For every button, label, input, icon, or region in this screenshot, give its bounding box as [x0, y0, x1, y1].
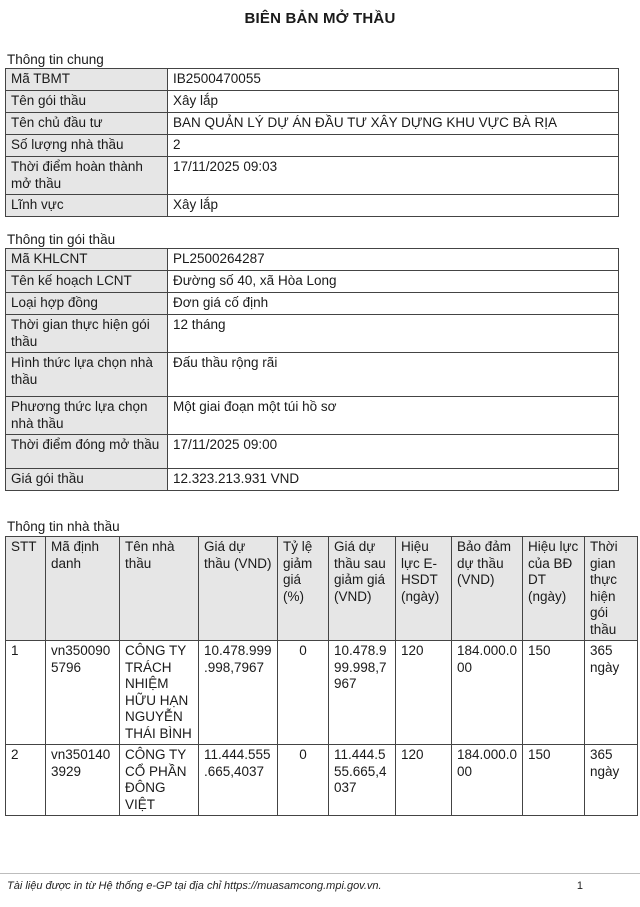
table-cell: 10.478.999.998,7967	[329, 641, 396, 745]
column-header: Bảo đảm dự thầu (VND)	[452, 537, 523, 641]
table-row	[6, 745, 638, 816]
footer-divider	[0, 873, 640, 874]
info-row	[6, 271, 619, 293]
info-row	[6, 249, 619, 271]
general-info-table	[5, 68, 619, 217]
field-label: Tên kế hoạch LCNT	[6, 271, 168, 293]
field-label: Mã TBMT	[6, 69, 168, 91]
table-row	[6, 641, 638, 745]
table-cell: 365 ngày	[585, 641, 638, 745]
field-value: Xây lắp	[168, 91, 619, 113]
field-label: Số lượng nhà thầu	[6, 135, 168, 157]
info-row	[6, 293, 619, 315]
field-value: Một giai đoạn một túi hồ sơ	[168, 397, 619, 435]
contractor-info-heading: Thông tin nhà thầu	[7, 519, 120, 534]
table-cell: 11.444.555.665,4037	[329, 745, 396, 816]
table-cell: 120	[396, 641, 452, 745]
field-value: IB2500470055	[168, 69, 619, 91]
table-cell: 0	[278, 745, 329, 816]
page-footer	[7, 880, 627, 892]
table-cell: vn3500905796	[46, 641, 120, 745]
field-label: Giá gói thầu	[6, 469, 168, 491]
column-header: Giá dự thầu sau giảm giá (VND)	[329, 537, 396, 641]
column-header: Thời gian thực hiện gói thầu	[585, 537, 638, 641]
field-label: Thời điểm hoàn thành mở thầu	[6, 157, 168, 195]
column-header: Giá dự thầu (VND)	[199, 537, 278, 641]
field-label: Loại hợp đồng	[6, 293, 168, 315]
general-info-heading: Thông tin chung	[7, 52, 104, 67]
package-info-heading: Thông tin gói thầu	[7, 232, 116, 247]
field-label: Hình thức lựa chọn nhà thầu	[6, 353, 168, 397]
field-label: Phương thức lựa chọn nhà thầu	[6, 397, 168, 435]
document-title: BIÊN BẢN MỞ THẦU	[244, 10, 396, 27]
field-label: Mã KHLCNT	[6, 249, 168, 271]
field-label: Tên chủ đầu tư	[6, 113, 168, 135]
table-cell: 150	[523, 745, 585, 816]
table-cell: CÔNG TY TRÁCH NHIỆM HỮU HẠN NGUYỄN THÁI BÌNH	[120, 641, 199, 745]
package-info-table	[5, 248, 619, 491]
field-value: 17/11/2025 09:03	[168, 157, 619, 195]
column-header: Hiệu lực của BĐ DT (ngày)	[523, 537, 585, 641]
table-cell: 2	[6, 745, 46, 816]
column-header: Tỷ lệ giảm giá (%)	[278, 537, 329, 641]
table-cell: 184.000.000	[452, 745, 523, 816]
info-row	[6, 91, 619, 113]
info-row	[6, 195, 619, 217]
column-header: Hiệu lực E-HSDT (ngày)	[396, 537, 452, 641]
field-value: PL2500264287	[168, 249, 619, 271]
field-label: Thời điểm đóng mở thầu	[6, 435, 168, 469]
field-label: Thời gian thực hiện gói thầu	[6, 315, 168, 353]
field-value: BAN QUẢN LÝ DỰ ÁN ĐẦU TƯ XÂY DỰNG KHU VỰC BÀ RỊA	[168, 113, 619, 135]
info-row	[6, 69, 619, 91]
info-row	[6, 469, 619, 491]
field-value: Đơn giá cố định	[168, 293, 619, 315]
info-row	[6, 315, 619, 353]
field-value: Xây lắp	[168, 195, 619, 217]
field-value: 2	[168, 135, 619, 157]
info-row	[6, 397, 619, 435]
table-cell: 1	[6, 641, 46, 745]
table-cell: 365 ngày	[585, 745, 638, 816]
field-value: Đường số 40, xã Hòa Long	[168, 271, 619, 293]
column-header: STT	[6, 537, 46, 641]
field-value: 12 tháng	[168, 315, 619, 353]
field-value: 17/11/2025 09:00	[168, 435, 619, 469]
page-number: 1	[576, 880, 583, 892]
column-header: Mã định danh	[46, 537, 120, 641]
contractor-table	[5, 536, 638, 816]
field-value: 12.323.213.931 VND	[168, 469, 619, 491]
info-row	[6, 113, 619, 135]
table-cell: 10.478.999.998,7967	[199, 641, 278, 745]
table-cell: vn3501403929	[46, 745, 120, 816]
footer-note: Tài liệu được in từ Hệ thống e-GP tại địa chỉ https://muasamcong.mpi.gov.vn.	[7, 880, 382, 892]
info-row	[6, 135, 619, 157]
column-header: Tên nhà thầu	[120, 537, 199, 641]
table-cell: 120	[396, 745, 452, 816]
table-cell: 150	[523, 641, 585, 745]
table-cell: 184.000.000	[452, 641, 523, 745]
info-row	[6, 157, 619, 195]
table-cell: 0	[278, 641, 329, 745]
field-label: Lĩnh vực	[6, 195, 168, 217]
table-cell: 11.444.555.665,4037	[199, 745, 278, 816]
table-cell: CÔNG TY CỔ PHẦN ĐÔNG VIỆT	[120, 745, 199, 816]
info-row	[6, 435, 619, 469]
field-label: Tên gói thầu	[6, 91, 168, 113]
field-value: Đấu thầu rộng rãi	[168, 353, 619, 397]
info-row	[6, 353, 619, 397]
